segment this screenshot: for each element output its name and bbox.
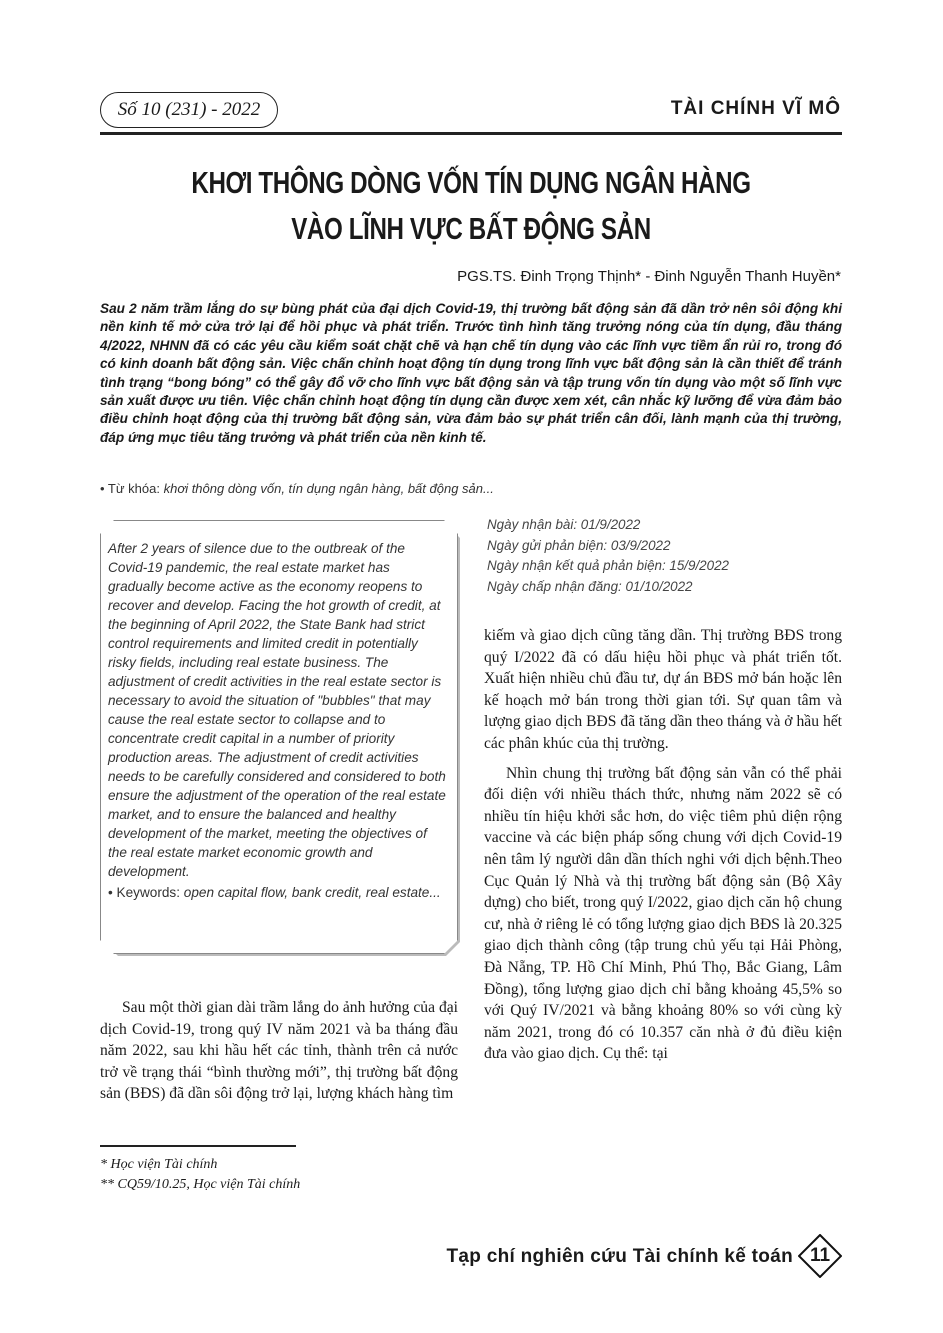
footnotes — [100, 1155, 300, 1195]
footnote-1: * Học viện Tài chính — [100, 1157, 218, 1172]
english-keywords-label: • Keywords: — [108, 885, 184, 900]
body-right-column — [484, 625, 842, 1065]
title-line-1: KHƠI THÔNG DÒNG VỐN TÍN DỤNG NGÂN HÀNG — [191, 165, 751, 200]
body-paragraph: Sau một thời gian dài trầm lắng do ảnh hưởng của đại dịch Covid-19, trong quý IV năm 2021 và ba tháng đầu năm 2022, sau khi hầu hết các tỉnh, thành trên cả nước trở về trạng thái “bình thường mới”, thị trường bất động sản (BĐS) đã dần sôi động trở lại, lượng khách hàng tìm — [100, 999, 458, 1103]
body-paragraph: Nhìn chung thị trường bất động sản vẫn có thể phải đối diện với nhiều thách thức, nhưng năm 2022 sẽ có nhiều tín hiệu khởi sắc hơn, do việc tiêm phủ diện rộng vaccine và các biện pháp sống chung với dịch Covid-19 nên tâm lý người dân dần thích nghi với dịch bệnh.Theo Cục Quản lý Nhà và thị trường bất động sản (Bộ Xây dựng) cho biết, trong quý I/2022, giao dịch căn hộ chung cư, nhà ở riêng lẻ có tổng lượng giao dịch BĐS là 20.325 giao dịch thành công (tập trung chủ yếu tại Hải Phòng, Đà Nẵng, TP. Hồ Chí Minh, Phú Thọ, Bắc Giang, Lâm Đồng), tổng lượng giao dịch chỉ bằng khoảng 45,5% so với Quý IV/2021 và bằng khoảng 80% so với cùng kỳ năm 2021, trong đó có 10.357 căn nhà ở đủ điều kiện đưa vào giao dịch. Cụ thể: tại — [484, 764, 842, 1063]
abstract-english — [108, 539, 446, 902]
body-left-column — [100, 997, 458, 1105]
title-line-2: VÀO LĨNH VỰC BẤT ĐỘNG SẢN — [291, 211, 651, 246]
english-keywords — [108, 883, 446, 902]
date-accepted: Ngày chấp nhận đăng: 01/10/2022 — [487, 578, 693, 594]
date-review-sent: Ngày gửi phản biện: 03/9/2022 — [487, 537, 671, 553]
keywords-label: • Từ khóa: — [100, 481, 164, 496]
page-number: 11 — [809, 1245, 831, 1266]
page-number-badge — [798, 1234, 842, 1278]
footnote-divider — [100, 1145, 296, 1147]
keywords-vietnamese — [100, 481, 494, 496]
body-paragraph: kiếm và giao dịch cũng tăng dần. Thị trường BĐS trong quý I/2022 đã có dấu hiệu hồi phục và phát triển tốt. Xuất hiện nhiều chủ đầu tư, dự án BĐS mở bán hoặc lên kế hoạch mở bán trong thời gian tới. Sự quan tâm và lượng giao dịch BĐS đã tăng dần theo tháng và ở hầu hết các phân khúc của thị trường. — [484, 627, 842, 752]
date-review-result: Ngày nhận kết quả phản biện: 15/9/2022 — [487, 558, 729, 573]
abstract-vietnamese: Sau 2 năm trầm lắng do sự bùng phát của đại dịch Covid-19, thị trường bất động sản đã dần trở nên sôi động khi nền kinh tế mở cửa trở lại để hồi phục và phát triển. Trước tình hình tăng trưởng nóng của tín dụng, đầu tháng 4/2022, NHNN đã có các yêu cầu kiểm soát chặt chẽ và hạn chế tín dụng vào các lĩnh vực tiềm ẩn rủi ro, trong đó có kinh doanh bất động sản. Việc chấn chỉnh hoạt động tín dụng trong lĩnh vực bất động sản là cần thiết để tránh tình trạng “bong bóng” có thể gây đổ vỡ cho lĩnh vực bất động sản và tập trung vốn tín dụng vào một số lĩnh vực sản xuất được ưu tiên. Việc chấn chỉnh hoạt động tín dụng cần được xem xét, cân nhắc kỹ lưỡng để vừa đảm bảo điều chỉnh hoạt động của thị trường bất động sản, vừa đảm bảo sự phát triển cân đối, lành mạnh của thị trường, đáp ứng mục tiêu tăng trưởng và phát triển của nền kinh tế. — [100, 301, 842, 445]
keywords-text: khơi thông dòng vốn, tín dụng ngân hàng, bất động sản... — [163, 481, 494, 496]
section-title: TÀI CHÍNH VĨ MÔ — [670, 98, 841, 119]
date-received: Ngày nhận bài: 01/9/2022 — [487, 517, 641, 532]
submission-dates — [487, 515, 729, 597]
authors: PGS.TS. Đinh Trọng Thịnh* - Đinh Nguyễn Thanh Huyền* — [457, 268, 841, 285]
issue-number: Số 10 (231) - 2022 — [100, 92, 278, 128]
english-abstract-text: After 2 years of silence due to the outbreak of the Covid-19 pandemic, the real estate market has gradually become active as the economy reopens to recover and develop. Facing the hot growth of credit, at the beginning of April 2022, the State Bank had strict control requirements and limited credit in potentially risky fields, including real estate business. The adjustment of credit activities in the real estate sector is necessary to avoid the situation of "bubbles" that may cause the real estate sector to collapse and to concentrate credit capital in a number of priority production areas. The adjustment of credit activities needs to be carefully considered and considered to both ensure the adjustment of the operation of the real estate market, and to ensure the balanced and healthy development of the market, meeting the objectives of the real estate market economic growth and development. — [108, 541, 446, 879]
article-title — [182, 160, 761, 252]
english-keywords-text: open capital flow, bank credit, real estate... — [183, 885, 441, 900]
header-divider — [100, 132, 842, 135]
journal-name: Tạp chí nghiên cứu Tài chính kế toán — [446, 1246, 793, 1267]
footnote-2: ** CQ59/10.25, Học viện Tài chính — [100, 1177, 301, 1192]
